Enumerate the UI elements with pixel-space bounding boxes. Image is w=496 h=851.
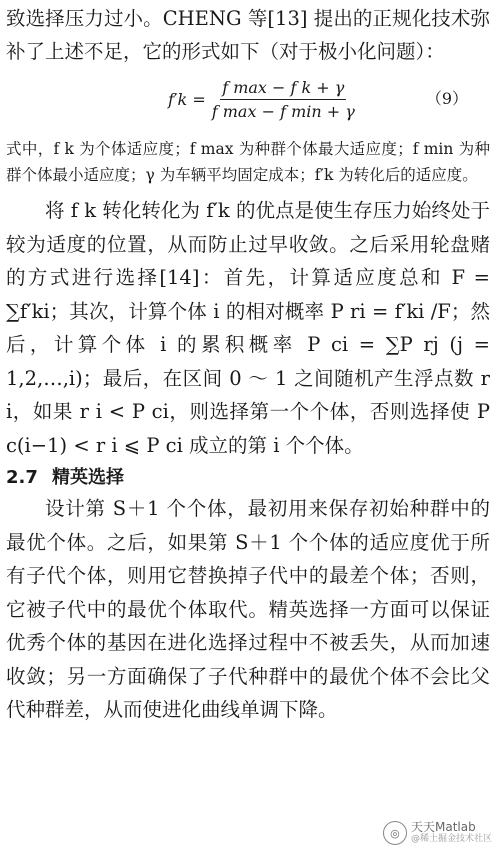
equation-lhs: f′k = bbox=[168, 90, 206, 109]
equation-number: （9） bbox=[425, 89, 468, 108]
section-title: 精英选择 bbox=[52, 467, 124, 488]
watermark-text bbox=[411, 821, 492, 845]
equation-denominator: f max − f min + γ bbox=[211, 102, 355, 121]
paragraph-roulette: 将 f k 转化转化为 f′k 的优点是使生存压力始终处于较为适度的位置，从而防止过早收敛。之后采用轮盘赌的方式进行选择[14]：首先，计算适应度总和 F = ∑f′ki；其次，计算个体 i 的相对概率 P ri = f′ki /F；然后，计算个体 i 的累积概率 P ci = ∑P rj (j = 1,2,…,i)；最后，在区间 0 ～ 1 之间随机产生浮点数 r i，如果 r i < P ci，则选择第一个个体，否则选择使 P c(i−1) < r i ⩽ P ci 成立的第 i 个个体。 bbox=[6, 199, 490, 457]
watermark-line1: 天天Matlab bbox=[410, 820, 476, 834]
equation-body bbox=[168, 78, 357, 121]
watermark bbox=[383, 821, 492, 845]
wechat-icon: ◎ bbox=[383, 821, 407, 845]
watermark-line2: @稀土掘金技术社区 bbox=[410, 834, 492, 844]
section-number: 2.7 bbox=[6, 467, 38, 488]
paragraph-definitions: 式中，f k 为个体适应度；f max 为种群个体最大适应度；f min 为种群个体最小适应度；γ 为车辆平均固定成本；f′k 为转化后的适应度。 bbox=[6, 140, 490, 184]
equation-9 bbox=[0, 72, 496, 136]
equation-fraction bbox=[210, 78, 357, 121]
equation-numerator: f max − f k + γ bbox=[220, 78, 346, 100]
paragraph-intro: 致选择压力过小。CHENG 等[13] 提出的正规化技术弥补了上述不足，它的形式如下（对于极小化问题）： bbox=[6, 7, 490, 63]
section-heading bbox=[0, 464, 496, 492]
paragraph-elite: 设计第 S＋1 个个体，最初用来保存初始种群中的最优个体。之后，如果第 S＋1 个个体的适应度优于所有子代个体，则用它替换掉子代中的最差个体；否则，它被子代中的最优个体取代。精英选择一方面可以保证优秀个体的基因在进化选择过程中不被丢失，从而加速收敛；另一方面确保了子代种群中的最优个体不会比父代种群差，从而使进化曲线单调下降。 bbox=[6, 497, 490, 721]
